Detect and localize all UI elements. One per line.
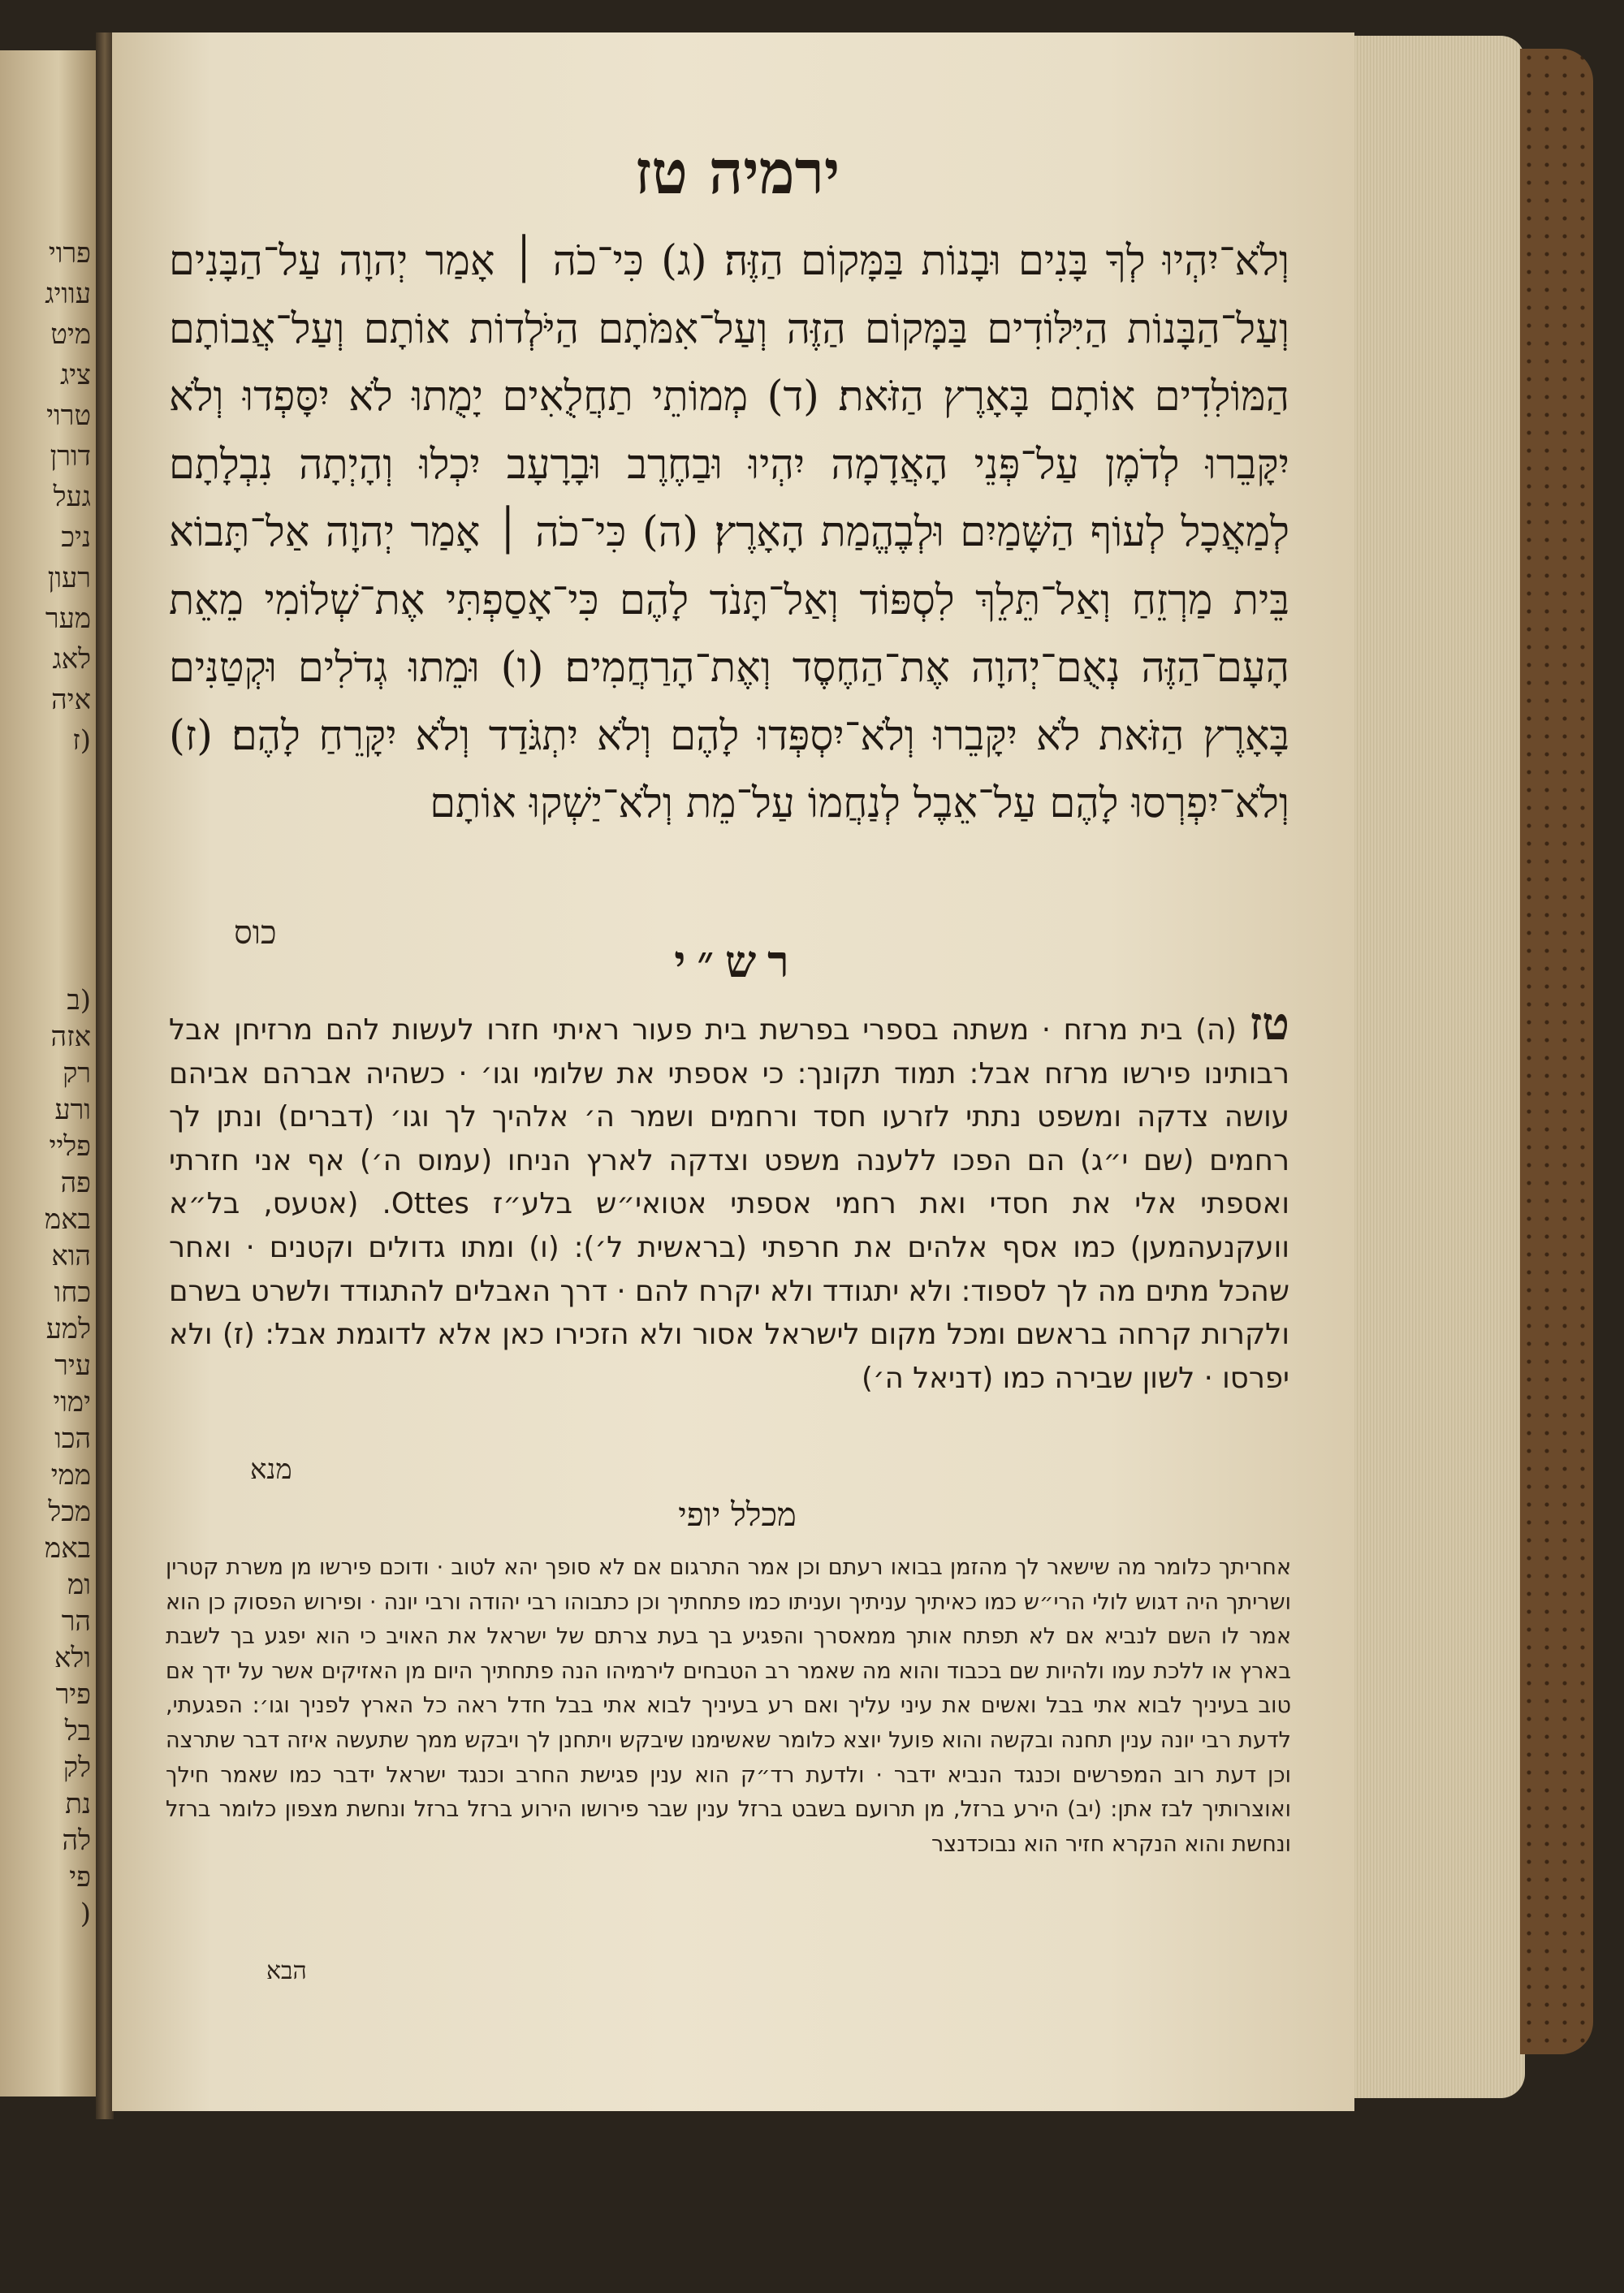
left-page-fragment: עוויג <box>45 278 91 310</box>
left-page-fragment: לה <box>62 1824 91 1857</box>
scripture-text: וְלֹא־יִהְיוּ לְךָ בָּנִים וּבָנוֹת בַּמָּקוֹם הַזֶּה׃ (ג) כִּי־כֹה ׀ אָמַר יְהוָה עַל־הַבָּנִים וְעַל־הַבָּנוֹת הַיִּלּוֹדִים בַּמָּקוֹם הַזֶּה וְעַל־אִמֹּתָם הַיֹּלְדוֹת אוֹתָם וְעַל־אֲבוֹתָם הַמּוֹלִדִים אוֹתָם בָּאָרֶץ הַזֹּאת׃ (ד) מְמוֹתֵי תַחֲלֻאִים יָמֻתוּ לֹא יִסָּפְדוּ וְלֹא יִקָּבֵרוּ לְדֹמֶן עַל־פְּנֵי הָאֲדָמָה יִהְיוּ וּבַחֶרֶב וּבָרָעָב יִכְלוּ וְהָיְתָה נִבְלָתָם לְמַאֲכָל לְעוֹף הַשָּׁמַיִם וּלְבֶהֱמַת הָאָרֶץ׃ (ה) כִּי־כֹה ׀ אָמַר יְהוָה אַל־תָּבוֹא בֵּית מַרְזֵחַ וְאַל־תֵּלֵךְ לִסְפּוֹד וְאַל־תָּנֹד לָהֶם כִּי־אָסַפְתִּי אֶת־שְׁלוֹמִי מֵאֵת הָעָם־הַזֶּה נְאֻם־יְהוָה אֶת־הַחֶסֶד וְאֶת־הָרַחֲמִים׃ (ו) וּמֵתוּ גְדֹלִים וּקְטַנִּים בָּאָרֶץ הַזֹּאת לֹא יִקָּבֵרוּ וְלֹא־יִסְפְּדוּ לָהֶם וְלֹא יִתְגֹּדַד וְלֹא יִקָּרֵחַ לָהֶם׃ (ז) וְלֹא־יִפְרְסוּ לָהֶם עַל־אֵבֶל לְנַחֲמוֹ עַל־מֵת וְלֹא־יַשְׁקוּ אוֹתָם <box>169 237 1289 827</box>
left-page-fragment: ממי <box>50 1459 91 1492</box>
left-page-fragment: מער <box>45 602 91 635</box>
left-page-fragment: מיט <box>50 318 91 351</box>
left-page-fragment: כחו <box>54 1276 91 1309</box>
left-page-fragment: ולא <box>54 1642 91 1674</box>
left-page-fragment: הכו <box>54 1423 91 1455</box>
left-page-fragment: נת <box>65 1788 91 1820</box>
left-page-fragment: איה <box>51 684 91 716</box>
left-page-fragment: באמ <box>45 1203 91 1236</box>
left-page-fragment: פי <box>69 1861 91 1894</box>
book-page <box>112 32 1354 2111</box>
left-page-fragment: געל <box>53 481 91 513</box>
book-cover <box>1520 49 1593 2054</box>
left-page-fragment: (ז <box>72 724 91 757</box>
left-page-fragment: פרוי <box>48 237 91 270</box>
left-page-fragment: דורן <box>50 440 91 473</box>
catchword: הבא <box>266 1957 307 1985</box>
left-page-fragment: ציג <box>60 359 91 391</box>
rashi-commentary <box>169 997 1289 1400</box>
chapter-number: טז <box>1249 997 1289 1051</box>
left-page-fragment: הוא <box>51 1240 91 1272</box>
left-page-fragment: רעון <box>47 562 91 594</box>
left-page-fragment: למע <box>45 1313 91 1345</box>
catchword: מנא <box>250 1453 292 1486</box>
left-page-fragment: ומ <box>67 1569 91 1601</box>
left-page-fragment: עיר <box>54 1349 91 1382</box>
rashi-commentary-body: (ה) בית מרזח · משתה בספרי בפרשת בית פעור ראיתי חזרו לעשות להם מרזיחן אבל רבותינו פירשו מרזח אבל: תמוד תקונך: כי אספתי את שלומי וגו׳ · כשהיה אברהם אביהם עושה צדקה ומשפט נתתי לזרעו חסד ורחמים ושמר ה׳ אלהיך לך וגו׳ (דברים) ונתן לך רחמים (שם י״ג) הם הפכו ללענה משפט וצדקה לארץ הניחו (עמוס ה׳) אף אני חזרתי ואספתי אלי את חסדי ואת רחמי אספתי אטואי״ש בלע״ז Ottes. (אטעס, בל״א וועקנעהמען) כמו אסף אלהים את חרפתי (בראשית ל׳): (ו) ומתו גדולים וקטנים · ואחר שהכל מתים מה לך לספוד: ולא יתגודד ולא יקרח להם · דרך האבלים להתגודד ולשרט בשרם ולקרות קרחה בראשם ומכל מקום לישראל אסור ולא הזכירו כאן אלא לדוגמת אבל: (ז) ולא יפרסו · לשון שבירה כמו (דניאל ה׳) <box>169 1013 1289 1395</box>
book-gutter <box>96 32 114 2119</box>
rashi-heading: רש״י <box>674 935 801 987</box>
left-page-edge <box>0 50 97 2097</box>
left-page-fragment: ( <box>80 1898 91 1930</box>
page-edges <box>1354 36 1525 2098</box>
running-title: ירמיה טז <box>634 138 840 208</box>
left-page-fragment: (ב <box>67 984 91 1017</box>
left-page-fragment: ניכ <box>61 521 91 554</box>
mikhlol-yofi-heading: מכלל יופי <box>678 1496 797 1534</box>
left-page-fragment: ורע <box>54 1094 91 1126</box>
catchword: כוס <box>234 914 277 952</box>
left-page-fragment: בל <box>64 1715 91 1747</box>
left-page-fragment: באמ <box>45 1532 91 1565</box>
left-page-fragment: פה <box>60 1167 91 1199</box>
left-page-fragment: לאג <box>52 643 91 676</box>
left-page-fragment: פליי <box>49 1130 91 1163</box>
left-page-fragment: רק <box>63 1057 91 1090</box>
left-page-fragment: טרוי <box>46 399 91 432</box>
left-page-fragment: ימוי <box>53 1386 91 1419</box>
left-page-fragment: אזה <box>50 1021 91 1053</box>
left-page-fragment: הר <box>61 1605 91 1638</box>
left-page-fragment: פיר <box>55 1678 91 1711</box>
left-page-fragment: מכל <box>48 1496 91 1528</box>
mikhlol-yofi-commentary: אחריתך כלומר מה שישאר לך מהזמן בבואו רעתם וכן אמר התרגום אם לא סופך יהא לטוב · ודוכם פירשו מן משרת קטרין ושריתך היה דגוש לולי הרי״ש כמו כאיתיך עניתיך ועניתו כמו פתחתיך וכן כתבוהו רבי יהודה ורבי יונה · ופירוש הפסוק כן הוא אמר לו השם לנביא אם לא תפתח אותך ממאסרך והפגיע בך בעת צרתם של ישראל את האויב כי הוא יפגע בך לשבת בארץ או ללכת עמו ולהיות שם בכבוד והוא מה שאמר רב הטבחים לירמיהו הנה פתחתיך היום מן האזיקים אשר על ידך אם טוב בעיניך לבוא אתי בבל ואשים את עיני עליך ואם רע בעיניך לבוא אתי בבל חדל ראה כל הארץ לפניך וגו׳: הפגעתי, לדעת רבי יונה ענין תחנה ובקשה והוא פועל יוצא כלומר שאשימנו שיבקש ויתחנן לך ויבקש ממך שתעשה איזה דבר שתרצה וכן דעת רוב המפרשים וכנגד הנביא ידבר · ולדעת רד״ק הוא ענין פגישת החרב וכנגד ישראל ידבר כמו שאמר חילך ואוצרותיך לבז אתן: (יב) הירע ברזל, מן תרועם בשבט ברזל ענין שבר פירושו הירוע ברזל ברזל ונחשת מצפון כלומר ברזל ונחשת והוא הנקרא חזיר הוא נבוכדנצר <box>166 1555 1291 1857</box>
left-page-fragment: לק <box>63 1751 91 1784</box>
